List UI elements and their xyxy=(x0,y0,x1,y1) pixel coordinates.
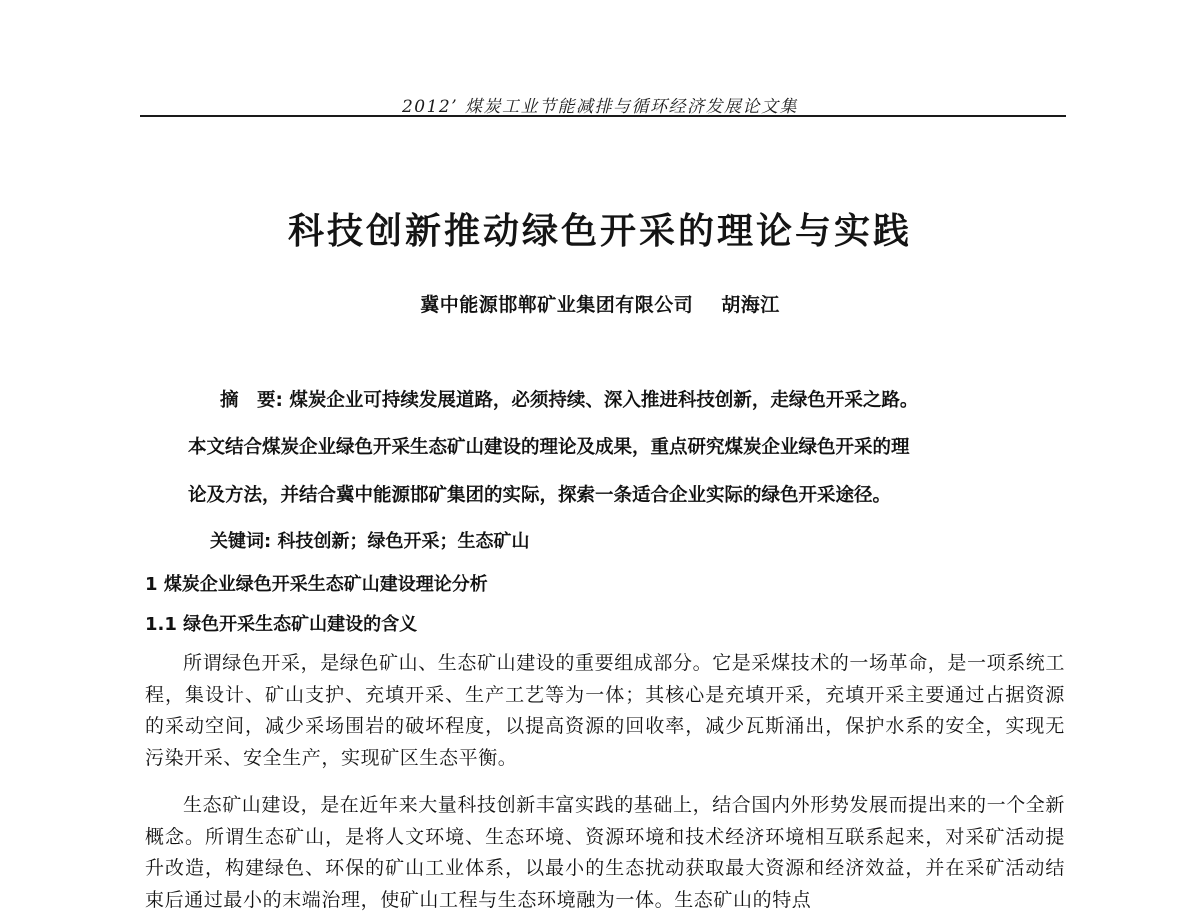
author-name: 胡海江 xyxy=(721,294,780,316)
abstract-text-1: 煤炭企业可持续发展道路，必须持续、深入推进科技创新，走绿色开采之路。 xyxy=(289,390,919,411)
abstract-label: 摘 要: xyxy=(220,390,283,411)
section-number: 1.1 xyxy=(145,614,177,635)
body-paragraph-1: 所谓绿色开采，是绿色矿山、生态矿山建设的重要组成部分。它是采煤技术的一场革命，是一项系统工程，集设计、矿山支护、充填开采、生产工艺等为一体；其核心是充填开采，充填开采主要通过占据资源的采动空间，减少采场围岩的破坏程度，以提高资源的回收率，减少瓦斯涌出，保护水系的安全，实现无污染开采、安全生产，实现矿区生态平衡。 xyxy=(145,652,1066,769)
running-header: 2012’ 煤炭工业节能减排与循环经济发展论文集 xyxy=(401,97,799,117)
article-title: 科技创新推动绿色开采的理论与实践 xyxy=(287,211,912,252)
author-affiliation: 冀中能源邯郸矿业集团有限公司 xyxy=(420,294,694,316)
keywords-label: 关键词: xyxy=(210,531,272,552)
keywords-text: 科技创新；绿色开采；生态矿山 xyxy=(277,531,530,552)
abstract-line-2: 本文结合煤炭企业绿色开采生态矿山建设的理论及成果，重点研究煤炭企业绿色开采的理 xyxy=(188,437,910,458)
section-title: 煤炭企业绿色开采生态矿山建设理论分析 xyxy=(163,574,488,595)
section-heading-1 xyxy=(145,570,488,596)
keywords-line xyxy=(210,527,529,553)
abstract-line-1 xyxy=(220,386,918,412)
section-heading-1-1 xyxy=(145,610,417,636)
header-rule xyxy=(140,115,1066,117)
abstract-line-3: 论及方法，并结合冀中能源邯矿集团的实际，探索一条适合企业实际的绿色开采途径。 xyxy=(188,485,892,506)
body-paragraph-2: 生态矿山建设，是在近年来大量科技创新丰富实践的基础上，结合国内外形势发展而提出来的一个全新概念。所谓生态矿山，是将人文环境、生态环境、资源环境和技术经济环境相互联系起来，对采矿活动提升改造，构建绿色、环保的矿山工业体系，以最小的生态扰动获取最大资源和经济效益，并在采矿活动结束后通过最小的末端治理，使矿山工程与生态环境融为一体。生态矿山的特点 xyxy=(145,794,1066,911)
section-number: 1 xyxy=(145,574,158,595)
section-title: 绿色开采生态矿山建设的含义 xyxy=(183,614,418,635)
byline xyxy=(0,290,1200,317)
